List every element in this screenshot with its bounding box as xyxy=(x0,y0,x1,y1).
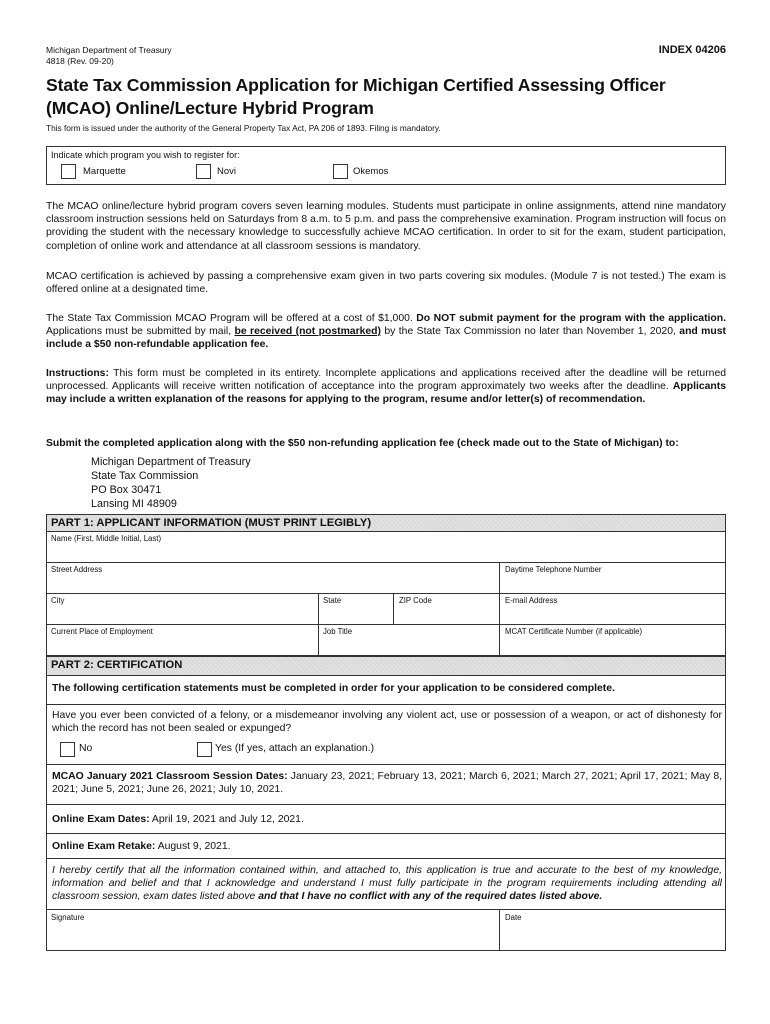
session-dates xyxy=(52,770,722,796)
cert-intro-cell xyxy=(46,676,726,705)
received-text: be received (not postmarked) xyxy=(234,326,381,338)
felony-yes-checkbox[interactable] xyxy=(197,742,212,757)
divider xyxy=(499,625,500,655)
instructions-paragraph xyxy=(46,367,726,407)
street-label: Street Address xyxy=(51,565,103,574)
signature-label: Signature xyxy=(51,913,85,922)
job-title-label: Job Title xyxy=(323,627,353,636)
zip-label: ZIP Code xyxy=(399,596,432,605)
certify-bold: and that I have no conflict with any of the required dates listed above. xyxy=(258,891,603,903)
cost-text: The State Tax Commission MCAO Program will be offered at a cost of $1,000. xyxy=(46,313,417,324)
instructions-text: This form must be completed in its entirety. Incomplete applications and applications received after the deadline will be returned unprocessed. Applicants will receive written notification of acceptance into the program approximately two weeks after the deadline. xyxy=(46,368,726,393)
name-field[interactable] xyxy=(46,532,726,563)
marquette-label: Marquette xyxy=(83,166,126,177)
divider xyxy=(499,594,500,624)
signature-row xyxy=(46,910,726,951)
exam-dates xyxy=(52,813,304,826)
employment-label: Current Place of Employment xyxy=(51,627,153,636)
part2-header: PART 2: CERTIFICATION xyxy=(46,656,726,676)
exam-dates-text: April 19, 2021 and July 12, 2021. xyxy=(149,814,304,825)
instructions-bold: Applicants may include a written explanation of the reasons for applying to the program, resume and/or letter(s) of recommendation. xyxy=(46,381,726,406)
form-number: 4818 (Rev. 09-20) xyxy=(46,56,114,66)
divider xyxy=(393,594,394,624)
part1-header: PART 1: APPLICANT INFORMATION (MUST PRINT LEGIBLY) xyxy=(46,514,726,532)
deadline-text: by the State Tax Commission no later than November 1, 2020, xyxy=(381,326,680,338)
program-prompt: Indicate which program you wish to register for: xyxy=(51,150,240,160)
novi-checkbox[interactable] xyxy=(196,164,211,179)
certification-description: MCAO certification is achieved by passing a comprehensive exam given in two parts covering six modules. (Module 7 is not tested.) The exam is offered online at a designated time. xyxy=(46,271,726,296)
no-payment-text: Do NOT submit payment for the program with the application. xyxy=(416,313,727,324)
sessions-cell xyxy=(46,765,726,805)
certify-cell xyxy=(46,859,726,910)
title-line-2: (MCAO) Online/Lecture Hybrid Program xyxy=(46,98,374,118)
authority-statement: This form is issued under the authority of the General Property Tax Act, PA 206 of 1893. Filing is mandatory. xyxy=(46,123,441,133)
divider xyxy=(318,594,319,624)
certify-text: I hereby certify that all the information contained within, and attached to, this application is true and accurate to the best of my knowledge, information and belief and that I acknowledge and understand I must fully participate in the program requirements including attending all classroom session, exam dates listed above xyxy=(52,865,722,903)
employment-row xyxy=(46,625,726,656)
felony-question: Have you ever been convicted of a felony, or a misdemeanor involving any violent act, use or possession of a weapon, or act of dishonesty for which the record has not been sealed or expunged? xyxy=(52,710,722,735)
marquette-checkbox[interactable] xyxy=(61,164,76,179)
felony-no-checkbox[interactable] xyxy=(60,742,75,757)
novi-label: Novi xyxy=(217,166,237,177)
address-line-1: Michigan Department of Treasury xyxy=(91,456,251,468)
email-label: E-mail Address xyxy=(505,596,558,605)
divider xyxy=(499,563,500,593)
felony-yes-label: Yes (If yes, attach an explanation.) xyxy=(215,743,375,754)
address-line-2: State Tax Commission xyxy=(91,470,199,482)
program-description: The MCAO online/lecture hybrid program covers seven learning modules. Students must participate in online assignments, attend nine mandatory classroom instruction sessions held on Saturdays from 8 a.m. to 5 p.m. and pass the comprehensive examination. Program instruction will focus on providing the student with the necessary knowledge to successfully achieve MCAO certification. In order to sit for the exam, student participation, completion of online work and attendance at all classroom sessions is mandatory. xyxy=(46,201,726,252)
page-title xyxy=(46,74,736,120)
exam-cell xyxy=(46,805,726,834)
okemos-label: Okemos xyxy=(353,166,389,177)
street-phone-row xyxy=(46,563,726,594)
submit-instruction: Submit the completed application along with the $50 non-refunding application fee (check made out to the State of Michigan) to: xyxy=(46,438,679,449)
fee-text: and must include a $50 non-refundable application fee. xyxy=(46,326,727,351)
mcat-label: MCAT Certificate Number (if applicable) xyxy=(505,627,643,636)
address-line-4: Lansing MI 48909 xyxy=(91,498,177,510)
name-label: Name (First, Middle Initial, Last) xyxy=(51,534,162,543)
felony-cell xyxy=(46,705,726,765)
sessions-dates: January 23, 2021; February 13, 2021; March 6, 2021; March 27, 2021; April 17, 2021; May 8, 2021; June 5, 2021; June 26, 2021; July 10, 2021. xyxy=(52,771,722,796)
retake-cell xyxy=(46,834,726,859)
city-row xyxy=(46,594,726,625)
address-line-3: PO Box 30471 xyxy=(91,484,162,496)
mail-text: Applications must be submitted by mail, xyxy=(46,326,235,338)
program-select-box xyxy=(46,146,726,185)
mailing-address xyxy=(91,455,251,511)
state-label: State xyxy=(323,596,342,605)
sessions-label: MCAO January 2021 Classroom Session Dates: xyxy=(52,771,288,782)
city-label: City xyxy=(51,596,65,605)
divider xyxy=(318,625,319,655)
agency-name: Michigan Department of Treasury xyxy=(46,45,172,55)
felony-no-label: No xyxy=(79,743,93,754)
cert-intro: The following certification statements must be completed in order for your application to be considered complete. xyxy=(52,683,615,694)
retake-date-text: August 9, 2021. xyxy=(155,841,231,852)
index-number: INDEX 04206 xyxy=(658,44,726,56)
phone-label: Daytime Telephone Number xyxy=(505,565,602,574)
date-label: Date xyxy=(505,913,522,922)
okemos-checkbox[interactable] xyxy=(333,164,348,179)
title-line-1: State Tax Commission Application for Michigan Certified Assessing Officer xyxy=(46,75,666,95)
exam-label: Online Exam Dates: xyxy=(52,814,150,825)
instructions-label: Instructions: xyxy=(46,368,109,379)
divider xyxy=(499,910,500,950)
cost-paragraph xyxy=(46,312,726,352)
retake-label: Online Exam Retake: xyxy=(52,841,156,852)
retake-date xyxy=(52,840,230,853)
certify-statement xyxy=(52,864,722,904)
